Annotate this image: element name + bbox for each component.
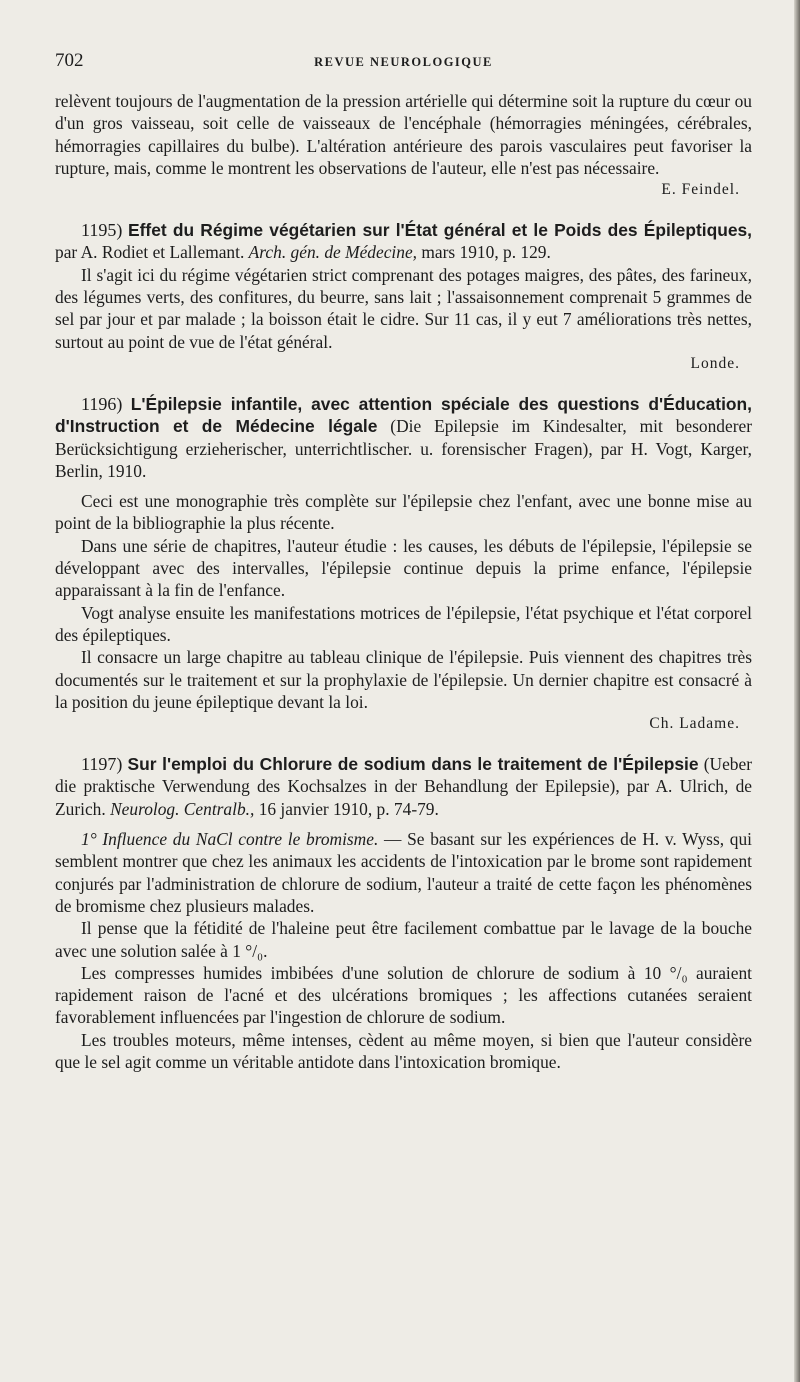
- entry-journal: Arch. gén. de Médecine,: [248, 242, 418, 263]
- entry-1195: [55, 219, 752, 375]
- entry-source: (Ueber die praktische Verwendung des Kochsalzes in der Behandlung der Epilepsie), par A. Ulrich, de Zurich.: [55, 754, 752, 819]
- page-number: 702: [55, 50, 84, 71]
- entry-paragraph: Dans une série de chapitres, l'auteur étudie : les causes, les débuts de l'épilepsie, l'épilepsie se développant avec des intervalles, l'épilepsie continue depuis la prime enfance, l'épilepsie apparaissant à la fin de l'enfance.: [55, 535, 752, 601]
- entry-paragraph: Les compresses humides imbibées d'une solution de chlorure de sodium à 10 °/₀ auraient rapidement raison de l'acné et des ulcérations bromiques ; les affections cutanées seraient favorablement influencées par l'ingestion de chlorure de sodium.: [55, 962, 752, 1028]
- entry-paragraph: Vogt analyse ensuite les manifestations motrices de l'épilepsie, l'état psychique et l'état corporel des épileptiques.: [55, 602, 752, 645]
- running-title: REVUE NEUROLOGIQUE: [314, 55, 493, 69]
- entry-paragraph: Il consacre un large chapitre au tableau clinique de l'épilepsie. Puis viennent des chapitres très documentés sur le traitement et sur la prophylaxie de l'épilepsie. Un dernier chapitre est consacré à la position du jeune épileptique devant la loi.: [55, 647, 752, 712]
- entry-source-date: 16 janvier 1910, p. 74-79.: [254, 798, 439, 819]
- subsection-label: 1° Influence du NaCl contre le bromisme.: [81, 829, 379, 850]
- intro-paragraph: relèvent toujours de l'augmentation de la pression artérielle qui détermine soit la rupture du cœur ou d'un gros vaisseau, soit celle de vaisseaux de l'encéphale (hémorragies méningées, cérébrales, hémorragies capillaires du bulbe). L'altération antérieure des parois vasculaires peut favoriser la rupture, mais, comme le montrent les observations de l'auteur, elle n'est pas nécessaire.: [55, 91, 752, 178]
- entry-signature: Londe.: [690, 354, 740, 372]
- entry-1196: [55, 393, 752, 735]
- entry-number: 1197): [81, 754, 123, 775]
- entry-source: par A. Rodiet et Lallemant.: [55, 242, 249, 263]
- entry-paragraph: Les troubles moteurs, même intenses, cèdent au même moyen, si bien que l'auteur considère que le sel agit comme un véritable antidote dans l'intoxication bromique.: [55, 1029, 752, 1072]
- entry-number: 1196): [81, 393, 123, 414]
- entry-title: Effet du Régime végétarien sur l'État général et le Poids des Épileptiques,: [128, 220, 752, 241]
- entry-title: Sur l'emploi du Chlorure de sodium dans le traitement de l'Épilepsie: [127, 754, 699, 775]
- entry-signature: Ch. Ladame.: [649, 715, 740, 733]
- page-edge-shadow: [794, 0, 800, 1382]
- entry-source: (Die Epilepsie im Kindesalter, mit besonderer Berücksichtigung erzieherischer, unterrichtlischer. u. forensischer Fragen), par H. Vogt, Karger, Berlin, 1910.: [55, 416, 752, 481]
- entry-paragraph: Il s'agit ici du régime végétarien strict comprenant des potages maigres, des pâtes, des farineux, des légumes verts, des confitures, du beurre, sans lait ; l'assaisonnement comprenait 5 grammes de sel par jour et par malade ; la boisson était le cidre. Sur 11 cas, il y eut 7 améliorations très nettes, surtout au point de vue de l'état général.: [55, 264, 752, 352]
- entry-journal: Neurolog. Centralb.,: [110, 798, 255, 819]
- entry-number: 1195): [81, 220, 123, 241]
- entry-title: L'Épilepsie infantile, avec attention spéciale des questions d'Éducation, d'Instruction et de Médecine légale: [55, 393, 752, 437]
- entry-heading: [55, 219, 752, 264]
- entry-paragraph: Ceci est une monographie très complète sur l'épilepsie chez l'enfant, avec une bonne mise au point de la bibliographie la plus récente.: [55, 491, 752, 534]
- page-header: [55, 50, 752, 90]
- intro-signature: E. Feindel.: [661, 181, 740, 199]
- entry-1197: [55, 753, 752, 1073]
- entry-source-date: mars 1910, p. 129.: [417, 242, 551, 263]
- entry-paragraph: Il pense que la fétidité de l'haleine peut être facilement combattue par le lavage de la bouche avec une solution salée à 1 °/₀.: [55, 918, 752, 961]
- entry-subsection: [55, 828, 752, 917]
- entry-heading: [55, 753, 752, 820]
- entry-heading: [55, 393, 752, 482]
- subsection-text: — Se basant sur les expériences de H. v. Wyss, qui semblent montrer que chez les animaux les accidents de l'intoxication par le brome sont rapidement conjurés par l'administration de chlorure de sodium, l'auteur a traité de cette façon les phénomènes de bromisme chez plusieurs malades.: [55, 829, 752, 916]
